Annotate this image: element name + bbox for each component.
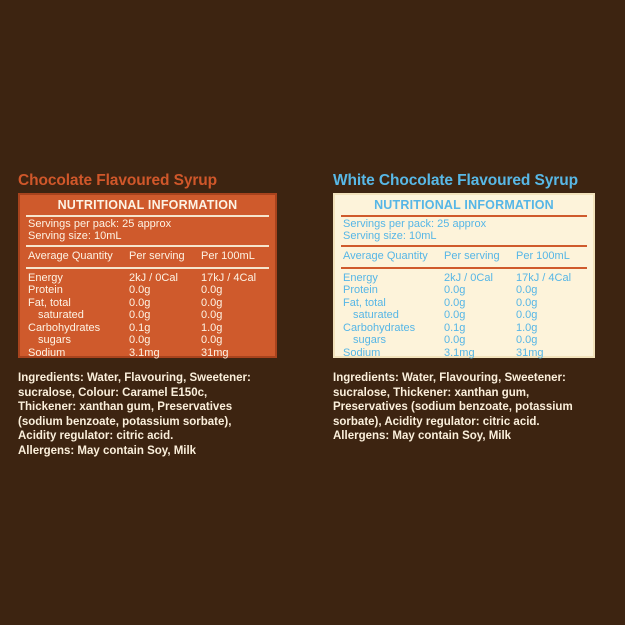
per-100ml-value: 31mg: [516, 346, 544, 359]
column-header: Per serving: [129, 250, 185, 262]
per-100ml-value: 0.0g: [201, 284, 223, 296]
per-serving-value: 2kJ / 0Cal: [444, 271, 493, 284]
allergens-line: Allergens: May contain Soy, Milk: [333, 430, 512, 443]
ingredients-line: (sodium benzoate, potassium sorbate),: [18, 415, 232, 428]
servings-info: [28, 217, 267, 245]
ingredients-line: Ingredients: Water, Flavouring, Sweetener:: [18, 372, 251, 384]
table-row: [28, 309, 267, 322]
per-100ml-value: 0.0g: [201, 334, 223, 346]
table-row: [343, 297, 585, 310]
per-100ml-value: 0.0g: [516, 296, 538, 309]
per-serving-value: 2kJ / 0Cal: [129, 271, 178, 284]
nutrition-title: NUTRITIONAL INFORMATION: [374, 198, 554, 212]
per-100ml-value: 31mg: [201, 346, 229, 359]
nutrient-name: Energy: [343, 271, 378, 284]
per-serving-value: 0.0g: [129, 334, 151, 346]
ingredients-text: [333, 371, 609, 444]
table-header-row: [343, 247, 585, 267]
per-serving-value: 0.0g: [129, 296, 151, 309]
nutrient-name: Fat, total: [343, 296, 386, 309]
per-serving-value: 0.1g: [129, 321, 151, 334]
nutrient-name: Sodium: [343, 346, 381, 359]
table-row: [343, 272, 585, 285]
nutrient-name: Fat, total: [28, 296, 71, 309]
nutrient-name: sugars: [353, 334, 387, 346]
per-100ml-value: 0.0g: [201, 309, 223, 321]
nutrition-panel: [18, 193, 277, 358]
ingredients-text: [18, 371, 296, 459]
column-header: Average Quantity: [28, 250, 113, 262]
ingredients-line: Thickener: xanthan gum, Preservatives: [18, 401, 233, 414]
nutrient-name: Energy: [28, 271, 63, 284]
serving-size: Serving size: 10mL: [343, 229, 437, 242]
per-100ml-value: 0.0g: [516, 309, 538, 321]
per-serving-value: 3.1mg: [129, 346, 160, 359]
servings-per-pack: Servings per pack: 25 approx: [28, 218, 172, 230]
nutrition-panel: [333, 193, 595, 358]
nutrition-table: [28, 247, 267, 359]
per-serving-value: 0.0g: [444, 334, 466, 346]
per-serving-value: 0.0g: [129, 284, 151, 296]
per-100ml-value: 0.0g: [516, 284, 538, 296]
table-row: [28, 284, 267, 297]
table-row: [28, 347, 267, 360]
allergens-line: Allergens: May contain Soy, Milk: [18, 444, 197, 457]
nutrient-name: Protein: [343, 284, 378, 296]
chocolate-syrup-panel: [18, 172, 296, 459]
nutrition-title: NUTRITIONAL INFORMATION: [57, 198, 238, 212]
nutrient-name: Carbohydrates: [28, 321, 101, 334]
per-serving-value: 0.0g: [444, 284, 466, 296]
table-row: [28, 297, 267, 310]
per-serving-value: 0.1g: [444, 321, 466, 334]
serving-size: Serving size: 10mL: [28, 229, 122, 242]
per-serving-value: 0.0g: [129, 309, 151, 321]
servings-info: [343, 217, 585, 245]
column-header: Per 100mL: [201, 250, 255, 262]
product-title: White Chocolate Flavoured Syrup: [333, 172, 578, 189]
per-serving-value: 3.1mg: [444, 346, 475, 359]
column-header: Per 100mL: [516, 250, 570, 262]
white-chocolate-syrup-panel: [333, 172, 609, 444]
per-100ml-value: 0.0g: [201, 296, 223, 309]
table-row: [28, 322, 267, 335]
nutrient-name: saturated: [38, 309, 84, 321]
nutrient-name: Carbohydrates: [343, 321, 416, 334]
table-row: [28, 272, 267, 285]
per-100ml-value: 17kJ / 4Cal: [201, 271, 257, 284]
ingredients-line: Preservatives (sodium benzoate, potassium: [333, 401, 573, 414]
nutrient-name: sugars: [38, 334, 72, 346]
nutrition-table: [343, 247, 585, 359]
table-row: [343, 347, 585, 360]
per-serving-value: 0.0g: [444, 309, 466, 321]
nutrient-name: Sodium: [28, 346, 66, 359]
ingredients-line: sorbate), Acidity regulator: citric acid.: [333, 415, 540, 428]
column-header: Average Quantity: [343, 250, 428, 262]
ingredients-line: Ingredients: Water, Flavouring, Sweetener:: [333, 372, 566, 384]
per-100ml-value: 1.0g: [201, 321, 223, 334]
table-row: [343, 309, 585, 322]
per-100ml-value: 0.0g: [516, 334, 538, 346]
ingredients-line: Acidity regulator: citric acid.: [18, 430, 174, 443]
table-body: [343, 269, 585, 360]
ingredients-line: sucralose, Colour: Caramel E150c,: [18, 386, 208, 399]
table-row: [343, 322, 585, 335]
nutrient-name: Protein: [28, 284, 63, 296]
table-row: [343, 284, 585, 297]
per-serving-value: 0.0g: [444, 296, 466, 309]
table-header-row: [28, 247, 267, 267]
table-body: [28, 269, 267, 360]
per-100ml-value: 1.0g: [516, 321, 538, 334]
table-row: [343, 334, 585, 347]
ingredients-line: sucralose, Thickener: xanthan gum,: [333, 386, 530, 399]
nutrient-name: saturated: [353, 309, 399, 321]
product-title: Chocolate Flavoured Syrup: [18, 172, 218, 189]
servings-per-pack: Servings per pack: 25 approx: [343, 218, 487, 230]
column-header: Per serving: [444, 250, 500, 262]
per-100ml-value: 17kJ / 4Cal: [516, 271, 572, 284]
table-row: [28, 334, 267, 347]
